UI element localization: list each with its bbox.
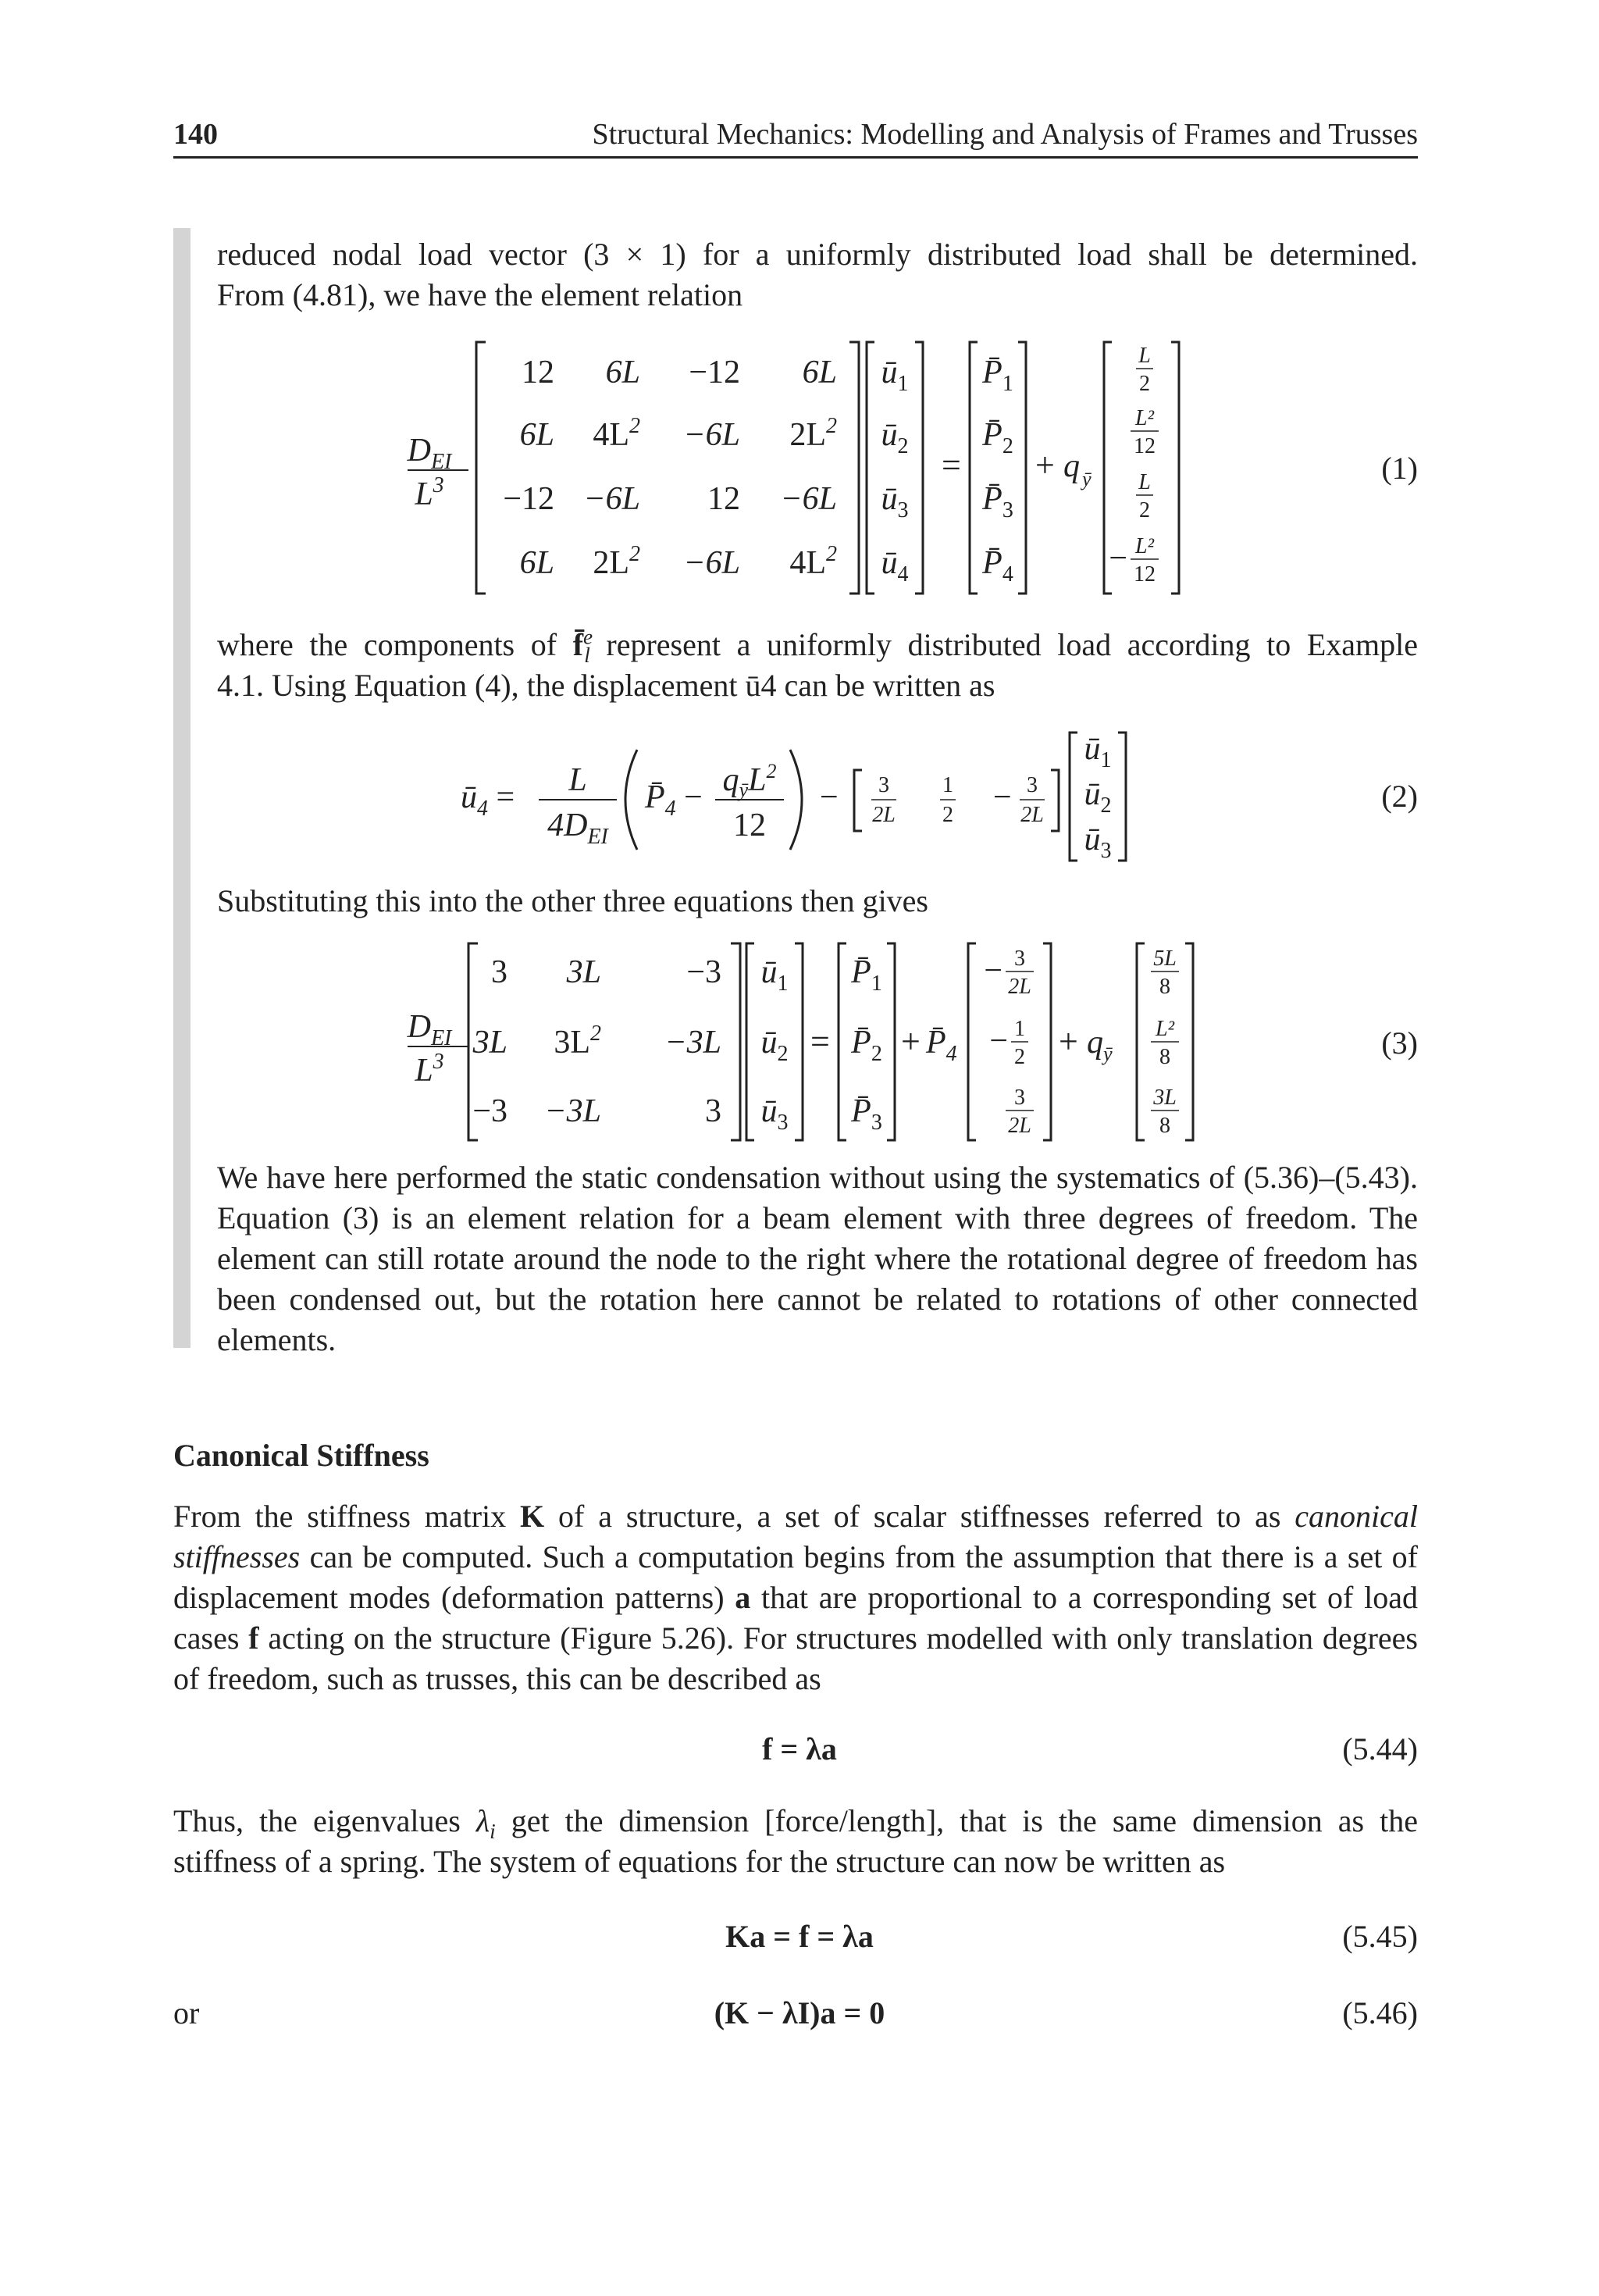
eq1-p-entry: $P̄_3$ bbox=[982, 481, 1013, 522]
eq-5-46-number: (5.46) bbox=[1342, 1995, 1418, 2030]
eq2-vector-entry: $ū_1$ bbox=[1084, 731, 1112, 772]
svg-text:L: L bbox=[1138, 344, 1151, 368]
eq1-k-entry: −6L bbox=[683, 417, 740, 453]
svg-text:L²: L² bbox=[1156, 1017, 1174, 1041]
eq3-k-entry: 3L bbox=[566, 954, 601, 990]
eq2-vector-entry: $ū_2$ bbox=[1084, 776, 1112, 818]
eq1-load-entry bbox=[1136, 470, 1153, 522]
eq1-q-sub: ȳ bbox=[1082, 468, 1092, 490]
eq1-u-entry: $ū_3$ bbox=[881, 481, 909, 522]
eq1-k-left-bracket bbox=[476, 342, 486, 594]
example-para1-line1: reduced nodal load vector (3 × 1) for a uniformly distributed load shall be determined. bbox=[217, 237, 1418, 272]
eq3-k-entry: −3 bbox=[472, 1093, 507, 1129]
svg-text:12: 12 bbox=[1134, 434, 1156, 458]
eq1-k-entry: $2L^2$ bbox=[593, 542, 640, 581]
svg-text:+: + bbox=[901, 1022, 921, 1061]
example-para2-line1: where the components of f̄$^e_l$ represent a uniformly distributed load according to Example bbox=[217, 625, 1418, 667]
svg-text:qȳ: $q_ȳ$ bbox=[1087, 1025, 1113, 1065]
eq3-v2-entry bbox=[1151, 1017, 1179, 1069]
example-para1-line2: From (4.81), we have the element relation bbox=[217, 277, 743, 312]
equation-5-44: f = λa bbox=[762, 1731, 837, 1767]
eq3-u-entry: $ū_2$ bbox=[760, 1025, 789, 1066]
svg-text:2: 2 bbox=[1139, 498, 1150, 522]
svg-text:12: 12 bbox=[1134, 562, 1156, 586]
eq-5-45-number: (5.45) bbox=[1342, 1919, 1418, 1954]
eq3-k-entry: −3L bbox=[544, 1093, 601, 1129]
eq3-k-entry: −3L bbox=[664, 1025, 721, 1061]
eq1-p-entry: $P̄_1$ bbox=[982, 355, 1013, 396]
header-rule bbox=[173, 156, 1418, 159]
eq3-p4: $P̄_4$ bbox=[926, 1025, 957, 1066]
eq-5-44-number: (5.44) bbox=[1342, 1731, 1418, 1767]
svg-text:8: 8 bbox=[1159, 1114, 1170, 1138]
eq1-displacement-vector bbox=[881, 355, 909, 586]
eq1-load-entry bbox=[1136, 344, 1153, 396]
svg-text:2L: 2L bbox=[872, 803, 896, 827]
eq1-k-entry: −12 bbox=[503, 481, 554, 517]
eq1-k-right-bracket bbox=[849, 342, 859, 594]
eq1-k-entry: 6L bbox=[605, 355, 640, 390]
eq1-plus: + bbox=[1035, 446, 1055, 484]
eq3-v1-entry bbox=[1006, 1086, 1034, 1138]
svg-text:−: − bbox=[989, 1023, 1008, 1059]
eq1-distributed-load-vector bbox=[1109, 344, 1159, 586]
eq1-k-entry: $2L^2$ bbox=[789, 414, 837, 453]
svg-text:2: 2 bbox=[1014, 1045, 1025, 1069]
svg-text:3: 3 bbox=[1014, 947, 1025, 971]
equation-3 bbox=[390, 937, 1249, 1148]
example-para4: We have here performed the static condensation without using the systematics of (5.36)–(5.43). Equation (3) is an element relation for a beam element with three degrees of freedom. The element can still rotate around the node to the right where the rotational degree of freedom has been condensed out, but the rotation here cannot be related to rotations of other connected elements. bbox=[217, 1160, 1418, 1357]
eq3-p-entry: $P̄_3$ bbox=[851, 1093, 882, 1135]
eq1-stiffness-matrix bbox=[503, 355, 837, 581]
svg-text:2L: 2L bbox=[1008, 975, 1031, 999]
eq1-p-entry: $P̄_4$ bbox=[982, 545, 1013, 586]
eq3-number: (3) bbox=[1381, 1025, 1418, 1061]
eq1-k-entry: 6L bbox=[519, 545, 554, 581]
svg-text:8: 8 bbox=[1159, 975, 1170, 999]
eq1-p-entry: $P̄_2$ bbox=[982, 417, 1013, 458]
svg-text:3: 3 bbox=[1014, 1086, 1025, 1110]
svg-text:3: 3 bbox=[1027, 773, 1038, 797]
eq1-k-entry: 6L bbox=[519, 417, 554, 453]
svg-text:L²: L² bbox=[1135, 534, 1154, 558]
eq1-factor-den: $L^3$ bbox=[415, 473, 444, 512]
eq1-k-entry: 6L bbox=[802, 355, 837, 390]
eq1-k-entry: −6L bbox=[683, 545, 740, 581]
eq3-v1-entry bbox=[984, 947, 1034, 999]
eq1-number: (1) bbox=[1381, 451, 1418, 486]
eq1-k-entry: −6L bbox=[780, 481, 837, 517]
svg-text:−: − bbox=[984, 953, 1002, 989]
eq1-factor-num: $D_{EI}$ bbox=[407, 433, 452, 474]
eq3-u-entry: $ū_3$ bbox=[760, 1093, 789, 1135]
svg-text:4DEI: $4D_{EI}$ bbox=[547, 808, 608, 849]
svg-text:=: = bbox=[810, 1022, 830, 1061]
page-number: 140 bbox=[173, 118, 218, 151]
section-para1: From the stiffness matrix K of a structure, a set of scalar stiffnesses referred to as canonical stiffnesses can be computed. Such a computation begins from the assumption that there is a set of displacement modes (deformation patterns) a that are proportional to a corresponding set of load cases f acting on the structure (Figure 5.26). For structures modelled with only translation degrees of freedom, such as trusses, this can be described as bbox=[173, 1499, 1419, 1696]
eq1-load-entry bbox=[1131, 406, 1159, 458]
eq3-k-entry: 3 bbox=[705, 1093, 721, 1129]
eq1-k-entry: 12 bbox=[522, 355, 554, 390]
eq1-equals: = bbox=[942, 446, 961, 484]
svg-text:2L: 2L bbox=[1008, 1114, 1031, 1138]
eq1-k-entry: −6L bbox=[583, 481, 640, 517]
eq3-v2-entry bbox=[1151, 1086, 1179, 1138]
connector-or: or bbox=[173, 1995, 200, 2030]
svg-text:−: − bbox=[993, 779, 1012, 815]
equation-2 bbox=[453, 726, 1171, 867]
eq2-lhs: $ū_4$ = bbox=[461, 779, 515, 821]
eq1-load-vector bbox=[981, 355, 1013, 586]
example-sidebar-bar bbox=[173, 228, 191, 1348]
eq1-load-entry bbox=[1109, 534, 1159, 586]
svg-text:2: 2 bbox=[942, 803, 953, 827]
eq1-k-entry: −12 bbox=[689, 355, 740, 390]
eq1-k-entry: $4L^2$ bbox=[593, 414, 640, 453]
eq1-q: q bbox=[1063, 448, 1080, 484]
svg-text:3L: 3L bbox=[1153, 1086, 1177, 1110]
eq3-k-entry: −3 bbox=[686, 954, 721, 990]
running-title: Structural Mechanics: Modelling and Analysis of Frames and Trusses bbox=[592, 118, 1418, 151]
eq3-p-entry: $P̄_2$ bbox=[851, 1025, 882, 1066]
svg-text:−: − bbox=[820, 779, 839, 815]
example-para3: Substituting this into the other three equations then gives bbox=[217, 883, 928, 918]
section-heading: Canonical Stiffness bbox=[173, 1438, 429, 1473]
equation-5-45: Ka = f = λa bbox=[725, 1919, 874, 1954]
svg-text:−: − bbox=[1109, 540, 1127, 576]
svg-text:+: + bbox=[1059, 1022, 1078, 1061]
svg-text:P̄4 −: $P̄_4$ − bbox=[645, 779, 703, 821]
svg-text:2L: 2L bbox=[1020, 803, 1044, 827]
eq2-number: (2) bbox=[1381, 779, 1418, 814]
eq3-stiffness-matrix bbox=[472, 954, 721, 1129]
eq3-v1-entry bbox=[989, 1017, 1028, 1069]
eq1-k-entry: $4L^2$ bbox=[789, 542, 837, 581]
svg-text:L: L bbox=[568, 762, 587, 798]
eq1-u-entry: $ū_4$ bbox=[881, 545, 909, 586]
svg-text:12: 12 bbox=[733, 808, 766, 843]
svg-text:3: 3 bbox=[878, 773, 889, 797]
svg-text:5L: 5L bbox=[1153, 947, 1177, 971]
svg-text:DEI: $D_{EI}$ bbox=[407, 1009, 452, 1050]
eq3-k-entry: 3 bbox=[491, 954, 507, 990]
svg-text:qȳL2: qȳL$^2$ bbox=[722, 760, 777, 801]
svg-text:L: L bbox=[1138, 470, 1151, 494]
eq2-vector-entry: $ū_3$ bbox=[1084, 822, 1112, 863]
eq3-u-entry: $ū_1$ bbox=[760, 954, 789, 996]
svg-text:1: 1 bbox=[942, 773, 953, 797]
example-para2-line2: 4.1. Using Equation (4), the displacement ū4 can be written as bbox=[217, 668, 995, 703]
eq1-u-entry: $ū_1$ bbox=[881, 355, 909, 396]
svg-text:1: 1 bbox=[1014, 1017, 1025, 1041]
eq3-p-entry: $P̄_1$ bbox=[851, 954, 882, 996]
eq3-k-entry: 3L bbox=[472, 1025, 507, 1061]
svg-text:L²: L² bbox=[1135, 406, 1154, 430]
svg-text:L3: $L^3$ bbox=[415, 1050, 444, 1089]
equation-1 bbox=[390, 336, 1249, 601]
eq1-u-entry: $ū_2$ bbox=[881, 417, 909, 458]
section-para2: Thus, the eigenvalues $\lambda_i$ get the dimension [force/length], that is the same dimension as the stiffness of a spring. The system of equations for the structure can now be written as bbox=[173, 1803, 1418, 1879]
equation-5-46: (K − λI)a = 0 bbox=[714, 1995, 885, 2030]
eq3-k-entry: $3L^2$ bbox=[554, 1021, 601, 1061]
eq1-k-entry: 12 bbox=[707, 481, 740, 517]
svg-text:8: 8 bbox=[1159, 1045, 1170, 1069]
svg-text:2: 2 bbox=[1139, 372, 1150, 396]
eq3-v2-entry bbox=[1151, 947, 1179, 999]
